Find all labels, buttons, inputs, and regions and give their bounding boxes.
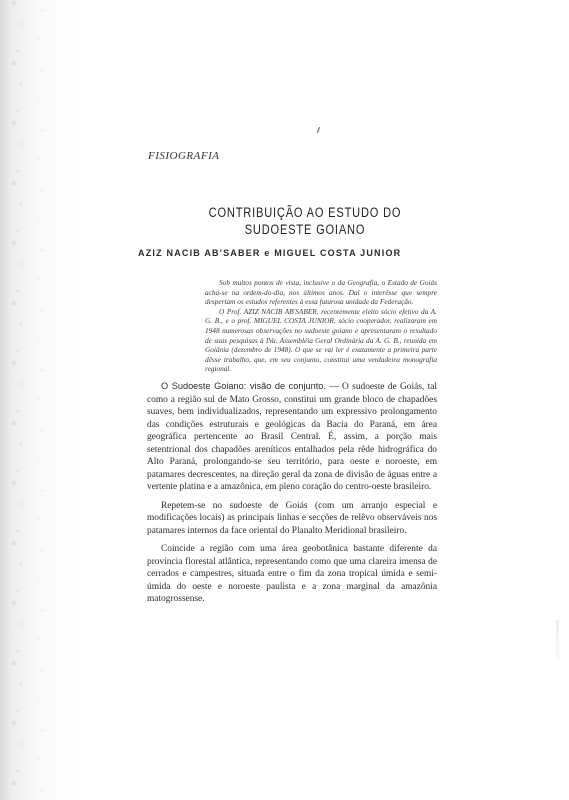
- body-paragraph: [147, 380, 437, 494]
- editorial-abstract: [205, 278, 437, 374]
- body-paragraph: Coincide a região com uma área geobotânica bastante diferente da província florestal atlântica, representando como que uma clareira imensa de cerrados e campestres, situada entre o fim da zona tropical úmida e semi-úmida do oeste e noroeste paulista e a zona marginal da amazônia matogrossense.: [147, 544, 437, 604]
- title-line-1: CONTRIBUIÇÃO AO ESTUDO DO: [208, 205, 402, 220]
- title-line-2: SUDOESTE GOIANO: [244, 222, 366, 237]
- body-paragraph: Repetem-se no sudoeste de Goiás (com um arranjo especial e modificações locais) as principais linhas e secções de relêvo observáveis nos patamares internos da face oriental do Planalto Meridional brasileiro.: [147, 500, 437, 536]
- ink-mark: [317, 127, 320, 133]
- abstract-paragraph: O Prof. AZIZ NACIB AB'SABER, recentemente eleito sócio efetivo da A. G. B., e o prof. MIGUEL COSTA JUNIOR, sócio cooperador, realizaram em 1948 numerosas observações no sudoeste goiano e apresentaram o resultado de suas pesquisas à IVa. Assembléia Geral Ordinária da A. G. B., reunida em Goiânia (dezembro de 1948). O que se vai ler é exatamente a primeira parte dêsse trabalho, que, em seu conjunto, constitui uma verdadeira monografia regional.: [205, 306, 437, 374]
- section-label: FISIOGRAFIA: [148, 150, 220, 162]
- article-authors: AZIZ NACIB AB'SABER e MIGUEL COSTA JUNIOR: [138, 248, 402, 258]
- body-paragraph-text: — O sudoeste de Goiás, tal como a região sul de Mato Grosso, constitui um grande bloco de chapadões suaves, bem individualizados, representando um expressivo prolongamento das condições estruturais e geológicas da Bacia do Paraná, em área geográfica pertencente ao Brasil Central. É, assim, a porção mais setentrional dos chapadões areníticos entalhados pela rêde hidrográfica do Alto Paraná, prolongando-se seu território, para oeste e noroeste, em patamares decrescentes, na direção geral da zona de divisão de águas entre a vertente platina e a amazônica, em pleno coração do centro-oeste brasileiro.: [147, 382, 437, 492]
- article-title: [186, 204, 424, 238]
- page-edge-shadow: [0, 0, 70, 800]
- article-body: [147, 380, 437, 612]
- abstract-paragraph: Sob muitos pontos de vista, inclusive o da Geografia, o Estado de Goiás acha-se na ordem-do-dia, nos últimos anos. Daí o interêsse que sempre despertam os estudos referentes à essa futurosa unidade da Federação.: [205, 278, 437, 307]
- scan-artifact: [556, 620, 559, 660]
- lead-heading: O Sudoeste Goiano: visão de conjunto.: [161, 381, 326, 391]
